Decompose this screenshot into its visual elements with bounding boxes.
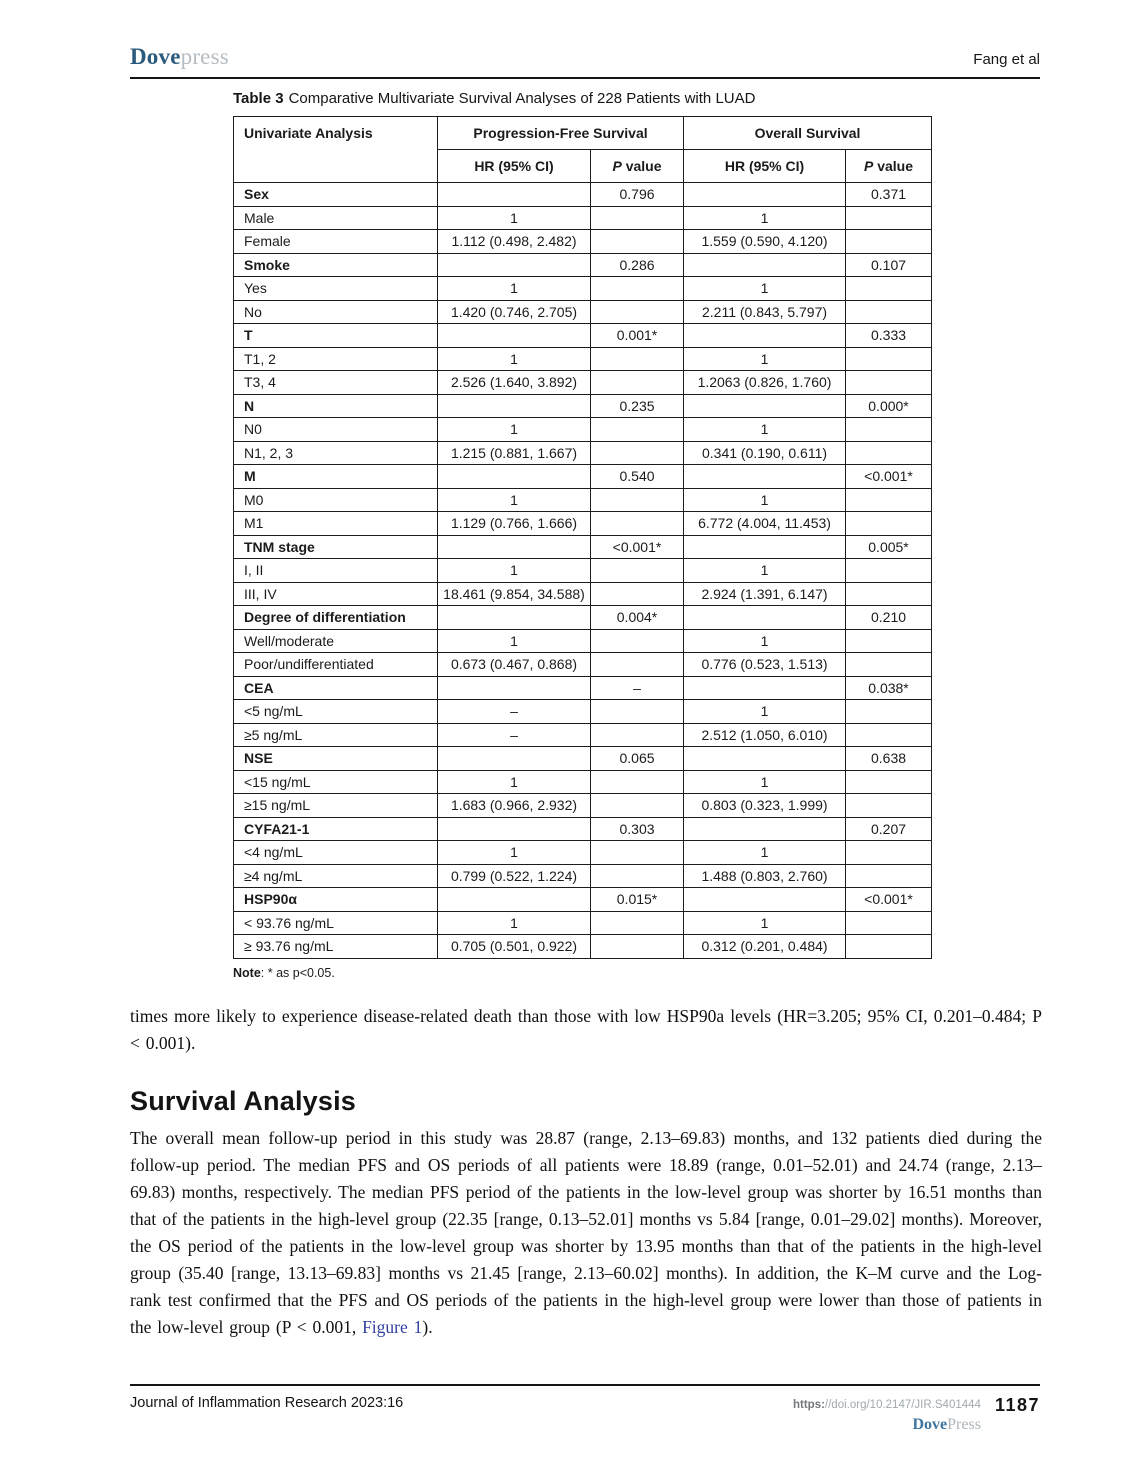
pfs-hr-cell: 1.215 (0.881, 1.667) xyxy=(438,441,591,465)
os-p-cell xyxy=(846,841,932,865)
os-p-cell: 0.038* xyxy=(846,676,932,700)
row-label-cell: Yes xyxy=(234,277,438,301)
os-hr-cell: 1 xyxy=(684,488,846,512)
pfs-p-cell xyxy=(591,700,684,724)
os-hr-cell xyxy=(684,324,846,348)
col-header-univariate: Univariate Analysis xyxy=(234,117,438,183)
table-row xyxy=(234,441,932,465)
table-row xyxy=(234,629,932,653)
page-footer xyxy=(130,1384,1040,1434)
row-label-cell: M xyxy=(234,465,438,489)
pfs-p-cell xyxy=(591,206,684,230)
table-row xyxy=(234,512,932,536)
pfs-p-cell: 0.540 xyxy=(591,465,684,489)
os-p-cell: 0.207 xyxy=(846,817,932,841)
table-row xyxy=(234,723,932,747)
table3-section xyxy=(233,90,933,980)
os-p-cell xyxy=(846,277,932,301)
table-row xyxy=(234,888,932,912)
table-row xyxy=(234,653,932,677)
row-label-cell: T3, 4 xyxy=(234,371,438,395)
os-p-cell: 0.333 xyxy=(846,324,932,348)
table-row xyxy=(234,935,932,959)
pfs-hr-cell xyxy=(438,535,591,559)
pfs-hr-cell xyxy=(438,183,591,207)
table-row xyxy=(234,582,932,606)
pfs-hr-cell: – xyxy=(438,700,591,724)
section-heading-survival-analysis: Survival Analysis xyxy=(130,1086,357,1116)
pfs-p-cell: 0.001* xyxy=(591,324,684,348)
pfs-p-cell xyxy=(591,629,684,653)
pfs-p-cell xyxy=(591,653,684,677)
os-p-cell: 0.371 xyxy=(846,183,932,207)
page-number: 1187 xyxy=(994,1395,1040,1415)
pfs-p-cell: 0.235 xyxy=(591,394,684,418)
table-row xyxy=(234,559,932,583)
pfs-p-cell xyxy=(591,371,684,395)
row-label-cell: Male xyxy=(234,206,438,230)
row-label-cell: No xyxy=(234,300,438,324)
running-author: Fang et al xyxy=(973,51,1040,68)
doi-prefix: https: xyxy=(792,1399,825,1411)
footer-mark-dove: Dove xyxy=(912,1416,948,1433)
pfs-p-cell xyxy=(591,559,684,583)
col-header-pfs-hr: HR (95% CI) xyxy=(438,150,591,183)
dovepress-footer-mark xyxy=(793,1416,981,1434)
pfs-hr-cell xyxy=(438,817,591,841)
pfs-hr-cell: 0.799 (0.522, 1.224) xyxy=(438,864,591,888)
table-row xyxy=(234,794,932,818)
row-label-cell: CYFA21-1 xyxy=(234,817,438,841)
os-hr-cell: 1 xyxy=(684,206,846,230)
os-hr-cell xyxy=(684,817,846,841)
table-row xyxy=(234,770,932,794)
table-row xyxy=(234,371,932,395)
pfs-hr-cell: 1 xyxy=(438,841,591,865)
pfs-p-cell: 0.303 xyxy=(591,817,684,841)
pfs-hr-cell: 1 xyxy=(438,277,591,301)
os-p-cell xyxy=(846,629,932,653)
pfs-p-cell xyxy=(591,488,684,512)
os-hr-cell xyxy=(684,253,846,277)
pfs-p-cell: <0.001* xyxy=(591,535,684,559)
row-label-cell: ≥ 93.76 ng/mL xyxy=(234,935,438,959)
row-label-cell: N0 xyxy=(234,418,438,442)
row-label-cell: ≥5 ng/mL xyxy=(234,723,438,747)
pfs-p-cell xyxy=(591,864,684,888)
row-label-cell: N xyxy=(234,394,438,418)
os-p-cell xyxy=(846,770,932,794)
row-label-cell: ≥4 ng/mL xyxy=(234,864,438,888)
os-p-cell: <0.001* xyxy=(846,465,932,489)
row-label-cell: T xyxy=(234,324,438,348)
os-hr-cell: 1 xyxy=(684,559,846,583)
table-row xyxy=(234,747,932,771)
table3-title-text: Comparative Multivariate Survival Analyses of 228 Patients with LUAD xyxy=(288,90,756,107)
dovepress-logo xyxy=(130,44,229,70)
os-p-cell xyxy=(846,230,932,254)
logo-dove-text: Dove xyxy=(130,44,181,69)
pfs-hr-cell: 1.420 (0.746, 2.705) xyxy=(438,300,591,324)
os-p-cell xyxy=(846,488,932,512)
paragraph-survival-analysis xyxy=(130,1125,1042,1341)
logo-press-text: press xyxy=(180,44,229,69)
os-p-cell xyxy=(846,418,932,442)
table-row xyxy=(234,911,932,935)
survival-analysis-table xyxy=(233,116,932,959)
pfs-hr-cell: 1 xyxy=(438,911,591,935)
pfs-hr-cell xyxy=(438,888,591,912)
row-label-cell: HSP90α xyxy=(234,888,438,912)
os-hr-cell: 0.312 (0.201, 0.484) xyxy=(684,935,846,959)
table-row xyxy=(234,700,932,724)
os-hr-cell xyxy=(684,747,846,771)
os-hr-cell: 2.512 (1.050, 6.010) xyxy=(684,723,846,747)
paragraph-continuation: times more likely to experience disease-related death than those with low HSP90a levels (HR=3.205; 95% CI, 0.201–0.484; P < 0.001). xyxy=(130,1006,1042,1053)
note-text: : * as p<0.05. xyxy=(260,965,335,980)
doi-block xyxy=(793,1395,981,1434)
os-hr-cell: 2.211 (0.843, 5.797) xyxy=(684,300,846,324)
os-p-cell: 0.107 xyxy=(846,253,932,277)
row-label-cell: <4 ng/mL xyxy=(234,841,438,865)
pfs-p-cell xyxy=(591,770,684,794)
para2-text-before-link: The overall mean follow-up period in this study was 28.87 (range, 2.13–69.83) months, and 132 patients died during the follow-up period. The median PFS and OS periods of all patients were 18.89 (range, 0.01–52.01) and 24.74 (range, 2.13–69.83) months, respectively. The median PFS period of the patients in the low-level group was shorter by 16.51 months than that of the patients in the high-level group (22.35 [range, 0.13–52.01] months vs 5.84 [range, 0.01–29.02] months). Moreover, the OS period of the patients in the low-level group was shorter by 13.95 months than that of the patients in the high-level group (35.40 [range, 13.13–69.83] months vs 21.45 [range, 2.13–60.02] months). In addition, the K–M curve and the Log-rank test confirmed that the PFS and OS periods of the patients in the high-level group were lower than those of patients in the low-level group (P < 0.001, xyxy=(130,1128,1042,1337)
os-hr-cell: 1 xyxy=(684,347,846,371)
p-italic: P xyxy=(863,158,874,174)
os-hr-cell: 6.772 (4.004, 11.453) xyxy=(684,512,846,536)
os-p-cell xyxy=(846,653,932,677)
pfs-hr-cell xyxy=(438,253,591,277)
os-hr-cell xyxy=(684,535,846,559)
table-row xyxy=(234,230,932,254)
row-label-cell: T1, 2 xyxy=(234,347,438,371)
os-hr-cell: 2.924 (1.391, 6.147) xyxy=(684,582,846,606)
os-p-cell xyxy=(846,371,932,395)
table-row xyxy=(234,817,932,841)
os-hr-cell xyxy=(684,394,846,418)
table-row xyxy=(234,324,932,348)
os-hr-cell: 1 xyxy=(684,841,846,865)
table-body xyxy=(234,183,932,959)
page-header xyxy=(130,44,1040,79)
table-row xyxy=(234,347,932,371)
pfs-p-cell xyxy=(591,582,684,606)
os-p-cell: 0.210 xyxy=(846,606,932,630)
p-italic: P xyxy=(612,158,622,174)
pfs-p-cell: 0.286 xyxy=(591,253,684,277)
pfs-p-cell: 0.015* xyxy=(591,888,684,912)
pfs-hr-cell: 1 xyxy=(438,206,591,230)
pfs-p-cell xyxy=(591,841,684,865)
pfs-hr-cell: – xyxy=(438,723,591,747)
row-label-cell: TNM stage xyxy=(234,535,438,559)
row-label-cell: NSE xyxy=(234,747,438,771)
table-row xyxy=(234,488,932,512)
col-header-os-group: Overall Survival xyxy=(684,117,932,150)
pfs-p-cell xyxy=(591,300,684,324)
pfs-hr-cell: 1 xyxy=(438,559,591,583)
pfs-hr-cell: 0.705 (0.501, 0.922) xyxy=(438,935,591,959)
os-hr-cell: 1 xyxy=(684,629,846,653)
os-hr-cell xyxy=(684,606,846,630)
os-hr-cell: 0.341 (0.190, 0.611) xyxy=(684,441,846,465)
note-label: Note xyxy=(233,965,261,980)
col-header-pfs-group: Progression-Free Survival xyxy=(438,117,684,150)
pfs-hr-cell: 1.683 (0.966, 2.932) xyxy=(438,794,591,818)
figure-1-link[interactable]: Figure 1 xyxy=(362,1317,423,1337)
table-row xyxy=(234,606,932,630)
pfs-hr-cell: 0.673 (0.467, 0.868) xyxy=(438,653,591,677)
row-label-cell: ≥15 ng/mL xyxy=(234,794,438,818)
pfs-hr-cell xyxy=(438,606,591,630)
table-note xyxy=(233,966,933,980)
os-hr-cell: 1.559 (0.590, 4.120) xyxy=(684,230,846,254)
row-label-cell: <5 ng/mL xyxy=(234,700,438,724)
pfs-p-cell xyxy=(591,230,684,254)
table-row xyxy=(234,206,932,230)
os-p-cell: 0.638 xyxy=(846,747,932,771)
pfs-hr-cell: 1.129 (0.766, 1.666) xyxy=(438,512,591,536)
os-hr-cell xyxy=(684,888,846,912)
row-label-cell: Smoke xyxy=(234,253,438,277)
row-label-cell: Female xyxy=(234,230,438,254)
os-p-cell xyxy=(846,512,932,536)
os-hr-cell xyxy=(684,676,846,700)
pfs-hr-cell xyxy=(438,747,591,771)
row-label-cell: Poor/undifferentiated xyxy=(234,653,438,677)
os-p-cell: 0.005* xyxy=(846,535,932,559)
os-hr-cell: 1 xyxy=(684,418,846,442)
pfs-p-cell: – xyxy=(591,676,684,700)
table-row xyxy=(234,841,932,865)
row-label-cell: < 93.76 ng/mL xyxy=(234,911,438,935)
os-hr-cell: 0.776 (0.523, 1.513) xyxy=(684,653,846,677)
table-row xyxy=(234,253,932,277)
pfs-p-cell: 0.004* xyxy=(591,606,684,630)
pfs-p-cell xyxy=(591,512,684,536)
row-label-cell: Sex xyxy=(234,183,438,207)
pfs-hr-cell: 1.112 (0.498, 2.482) xyxy=(438,230,591,254)
os-p-cell: 0.000* xyxy=(846,394,932,418)
os-p-cell xyxy=(846,794,932,818)
os-hr-cell: 1.2063 (0.826, 1.760) xyxy=(684,371,846,395)
os-p-cell xyxy=(846,723,932,747)
pfs-hr-cell: 1 xyxy=(438,347,591,371)
os-p-cell xyxy=(846,441,932,465)
table-row xyxy=(234,300,932,324)
row-label-cell: CEA xyxy=(234,676,438,700)
pfs-hr-cell: 1 xyxy=(438,418,591,442)
pfs-hr-cell xyxy=(438,324,591,348)
pfs-hr-cell: 1 xyxy=(438,488,591,512)
row-label-cell: III, IV xyxy=(234,582,438,606)
row-label-cell: I, II xyxy=(234,559,438,583)
pfs-p-cell xyxy=(591,935,684,959)
row-label-cell: N1, 2, 3 xyxy=(234,441,438,465)
table3-title xyxy=(233,90,933,107)
table-row xyxy=(234,418,932,442)
os-p-cell xyxy=(846,300,932,324)
pfs-hr-cell: 1 xyxy=(438,770,591,794)
pfs-p-cell: 0.796 xyxy=(591,183,684,207)
journal-reference: Journal of Inflammation Research 2023:16 xyxy=(130,1395,404,1411)
row-label-cell: <15 ng/mL xyxy=(234,770,438,794)
pfs-p-cell: 0.065 xyxy=(591,747,684,771)
row-label-cell: Well/moderate xyxy=(234,629,438,653)
pfs-hr-cell xyxy=(438,676,591,700)
col-header-os-p: P value xyxy=(846,150,932,183)
pfs-p-cell xyxy=(591,347,684,371)
table-row xyxy=(234,676,932,700)
table-row xyxy=(234,183,932,207)
pfs-hr-cell: 18.461 (9.854, 34.588) xyxy=(438,582,591,606)
pfs-hr-cell xyxy=(438,394,591,418)
table-row xyxy=(234,864,932,888)
table3-title-label: Table 3 xyxy=(233,90,284,107)
os-p-cell xyxy=(846,935,932,959)
col-header-pfs-p: P value xyxy=(591,150,684,183)
doi-link[interactable] xyxy=(793,1399,981,1411)
os-p-cell xyxy=(846,700,932,724)
pfs-p-cell xyxy=(591,794,684,818)
footer-right-block xyxy=(793,1395,1040,1434)
os-p-cell xyxy=(846,206,932,230)
pfs-p-cell xyxy=(591,441,684,465)
os-hr-cell: 1.488 (0.803, 2.760) xyxy=(684,864,846,888)
os-p-cell xyxy=(846,582,932,606)
pfs-p-cell xyxy=(591,418,684,442)
col-header-os-hr: HR (95% CI) xyxy=(684,150,846,183)
os-hr-cell: 0.803 (0.323, 1.999) xyxy=(684,794,846,818)
row-label-cell: M1 xyxy=(234,512,438,536)
table-row xyxy=(234,394,932,418)
para2-text-after-link: ). xyxy=(422,1317,433,1337)
pfs-hr-cell: 1 xyxy=(438,629,591,653)
table-row xyxy=(234,465,932,489)
row-label-cell: Degree of differentiation xyxy=(234,606,438,630)
doi-rest: //doi.org/10.2147/JIR.S401444 xyxy=(824,1399,981,1411)
pfs-hr-cell: 2.526 (1.640, 3.892) xyxy=(438,371,591,395)
os-hr-cell: 1 xyxy=(684,911,846,935)
os-p-cell xyxy=(846,911,932,935)
footer-mark-press: Press xyxy=(947,1416,981,1433)
os-p-cell xyxy=(846,347,932,371)
row-label-cell: M0 xyxy=(234,488,438,512)
os-hr-cell: 1 xyxy=(684,770,846,794)
pfs-p-cell xyxy=(591,277,684,301)
pfs-p-cell xyxy=(591,911,684,935)
table-row xyxy=(234,277,932,301)
os-hr-cell: 1 xyxy=(684,277,846,301)
os-hr-cell: 1 xyxy=(684,700,846,724)
os-hr-cell xyxy=(684,465,846,489)
os-p-cell xyxy=(846,864,932,888)
os-p-cell: <0.001* xyxy=(846,888,932,912)
os-p-cell xyxy=(846,559,932,583)
os-hr-cell xyxy=(684,183,846,207)
table-row xyxy=(234,535,932,559)
pfs-p-cell xyxy=(591,723,684,747)
pfs-hr-cell xyxy=(438,465,591,489)
